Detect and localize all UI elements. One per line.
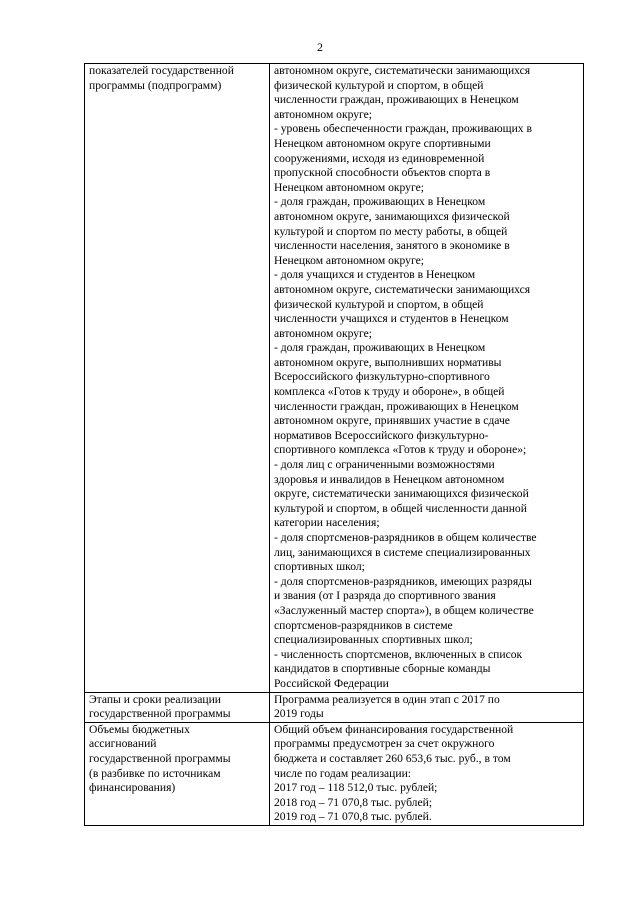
content-line: автономном округе, занимающихся физической: [274, 209, 510, 223]
content-line: 2017 год – 118 512,0 тыс. рублей;: [274, 781, 438, 795]
row-label-cell: [85, 64, 270, 693]
program-passport-table: [84, 63, 584, 826]
content-line: здоровья и инвалидов в Ненецком автономном: [274, 472, 505, 486]
content-line: пропускной способности объектов спорта в: [274, 166, 491, 180]
content-line: бюджета и составляет 260 653,6 тыс. руб., в том: [274, 751, 511, 765]
content-line: автономном округе, систематически занимающихся: [274, 282, 531, 296]
content-line: автономном округе;: [274, 326, 373, 340]
row-content-cell: [270, 64, 584, 693]
content-line: - доля граждан, проживающих в Ненецком: [274, 341, 486, 355]
content-line: Программа реализуется в один этап с 2017 по: [274, 692, 500, 706]
label-line: государственной программы: [89, 707, 231, 721]
label-line: Объемы бюджетных: [89, 722, 190, 736]
content-line: численности граждан, проживающих в Ненецком: [274, 93, 519, 107]
label-line: государственной программы: [89, 751, 231, 765]
content-line: 2018 год – 71 070,8 тыс. рублей;: [274, 795, 433, 809]
content-line: и звания (от I разряда до спортивного звания: [274, 589, 496, 603]
label-line: Этапы и сроки реализации: [89, 692, 221, 706]
table-row: [85, 692, 584, 722]
content-line: численности учащихся и студентов в Ненецком: [274, 312, 509, 326]
page-number: 2: [317, 40, 323, 54]
content-line: Российской Федерации: [274, 676, 389, 690]
content-line: числе по годам реализации:: [274, 766, 412, 780]
content-line: - уровень обеспеченности граждан, проживающих в: [274, 122, 532, 136]
label-line: показателей государственной: [89, 64, 234, 77]
content-line: 2019 год – 71 070,8 тыс. рублей.: [274, 810, 432, 824]
content-line: 2019 годы: [274, 707, 324, 721]
content-line: Всероссийского физкультурно-спортивного: [274, 370, 490, 384]
content-line: сооружениями, исходя из единовременной: [274, 151, 485, 165]
label-line: (в разбивке по источникам: [89, 766, 221, 780]
row-content-cell: [270, 722, 584, 825]
content-line: спортивного комплекса «Готов к труду и обороне»;: [274, 443, 527, 457]
content-line: программы предусмотрен за счет окружного: [274, 737, 495, 751]
content-line: Ненецком автономном округе спортивными: [274, 136, 491, 150]
content-line: Общий объем финансирования государственной: [274, 722, 514, 736]
content-line: - численность спортсменов, включенных в список: [274, 647, 523, 661]
content-line: специализированных спортивных школ;: [274, 633, 473, 647]
content-line: спортсменов-разрядников в системе: [274, 618, 453, 632]
table-body: [85, 64, 584, 826]
label-line: программы (подпрограмм): [89, 78, 222, 92]
table-row: [85, 64, 584, 693]
content-line: физической культурой и спортом, в общей: [274, 78, 484, 92]
content-line: округе, систематически занимающихся физической: [274, 487, 529, 501]
content-line: нормативов Всероссийского физкультурно-: [274, 428, 489, 442]
row-content-cell: [270, 692, 584, 722]
row-label-cell: [85, 692, 270, 722]
label-line: ассигнований: [89, 737, 157, 751]
content-line: - доля учащихся и студентов в Ненецком: [274, 268, 476, 282]
content-line: - доля спортсменов-разрядников, имеющих разряды: [274, 574, 532, 588]
content-line: автономном округе, принявших участие в сдаче: [274, 414, 510, 428]
content-line: кандидатов в спортивные сборные команды: [274, 662, 491, 676]
content-line: культурой и спортом по месту работы, в общей: [274, 224, 508, 238]
content-line: - доля спортсменов-разрядников в общем количестве: [274, 531, 537, 544]
content-line: автономном округе, выполнивших нормативы: [274, 355, 502, 369]
content-line: лиц, занимающихся в системе специализированных: [274, 545, 531, 559]
content-line: физической культурой и спортом, в общей: [274, 297, 484, 311]
content-line: Ненецком автономном округе;: [274, 180, 424, 194]
content-line: - доля граждан, проживающих в Ненецком: [274, 195, 486, 209]
content-line: «Заслуженный мастер спорта»), в общем количестве: [274, 603, 534, 617]
content-line: спортивных школ;: [274, 560, 365, 574]
content-line: автономном округе, систематически занимающихся: [274, 64, 531, 77]
content-line: культурой и спортом, в общей численности данной: [274, 501, 527, 515]
content-line: категории населения;: [274, 516, 380, 530]
content-line: Ненецком автономном округе;: [274, 253, 424, 267]
row-label-cell: [85, 722, 270, 825]
content-line: численности населения, занятого в экономике в: [274, 239, 510, 253]
content-line: численности граждан, проживающих в Ненецком: [274, 399, 519, 413]
content-line: автономном округе;: [274, 107, 373, 121]
label-line: финансирования): [89, 781, 176, 795]
content-line: комплекса «Готов к труду и обороне», в общей: [274, 385, 505, 399]
content-line: - доля лиц с ограниченными возможностями: [274, 458, 495, 472]
table-row: [85, 722, 584, 825]
